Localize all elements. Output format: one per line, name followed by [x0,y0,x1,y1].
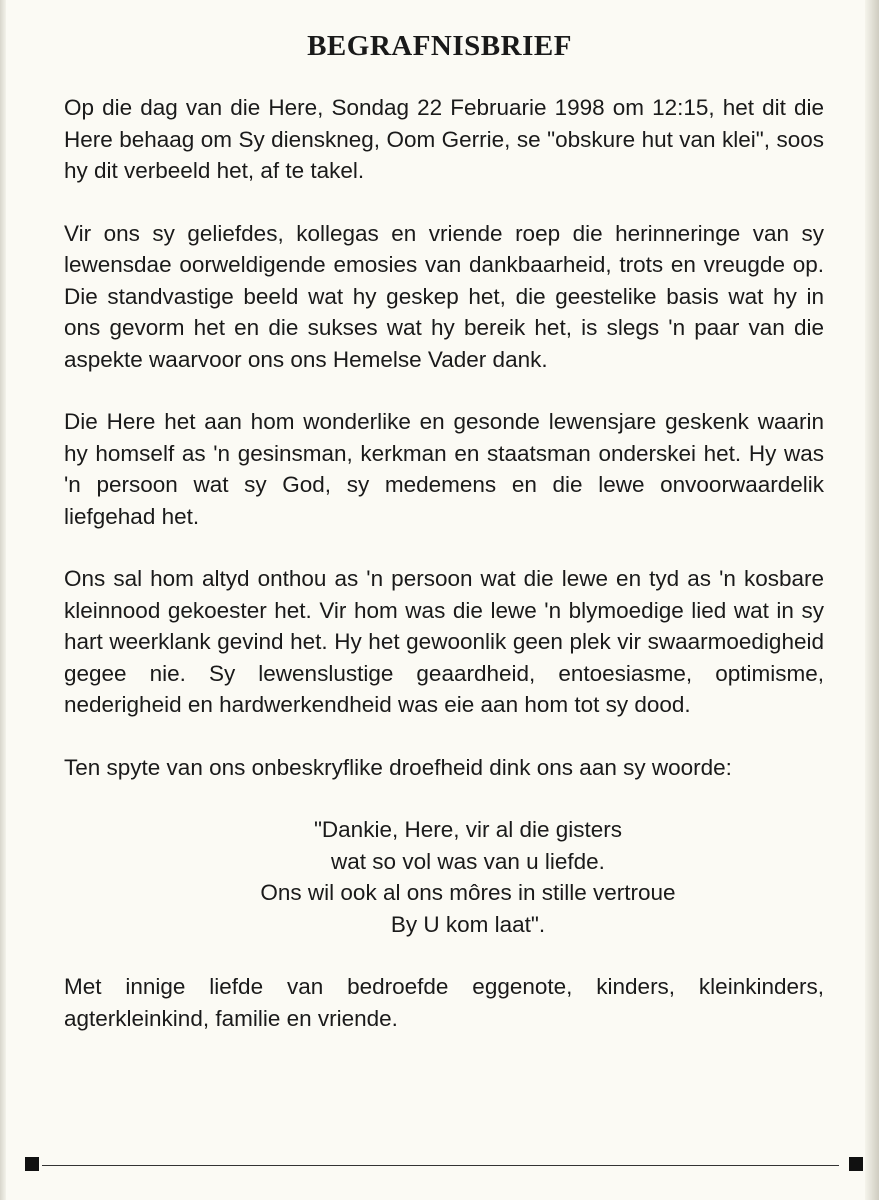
quote-line: "Dankie, Here, vir al die gisters [313,817,623,842]
corner-marker-right [849,1157,863,1171]
quote-line: wat so vol was van u liefde. [331,848,605,874]
corner-marker-left [25,1157,39,1171]
paragraph-2: Vir ons sy geliefdes, kollegas en vriende roep die herinneringe van sy lewensdae oorweldigende emosies van dankbaarheid, trots en vreugde op. Die standvastige beeld wat hy geskep het, die geestelike basis wat hy in ons gevorm het en die sukses wat hy bereik het, is slegs 'n paar van die aspekte waarvoor ons ons Hemelse Vader dank. [64,220,824,372]
closing-paragraph: Met innige liefde van bedroefde eggenote, kinders, kleinkinders, agterkleinkind, familie en vriende. [64,974,824,1031]
paragraph-5: Ten spyte van ons onbeskryflike droefheid dink ons aan sy woorde: [64,754,732,780]
letter-body [64,92,824,1065]
quote-block [64,814,824,940]
page-edge-right [865,0,879,1200]
quote-line: By U kom laat". [390,911,546,937]
page-title: BEGRAFNISBRIEF [307,30,572,62]
page-edge-left [0,0,6,1200]
quote-line: Ons wil ook al ons môres in stille vertroue [260,880,676,905]
paragraph-1: Op die dag van die Here, Sondag 22 Februarie 1998 om 12:15, het dit die Here behaag om Sy dienskneg, Oom Gerrie, se "obskure hut van klei", soos hy dit verbeeld het, af te takel. [64,95,824,183]
bottom-rule [42,1165,839,1166]
paragraph-3: Die Here het aan hom wonderlike en gesonde lewensjare geskenk waarin hy homself as 'n gesinsman, kerkman en staatsman onderskei het. Hy was 'n persoon wat sy God, sy medemens en die lewe onvoorwaardelik liefgehad het. [64,409,824,529]
paragraph-4: Ons sal hom altyd onthou as 'n persoon wat die lewe en tyd as 'n kosbare kleinnood gekoester het. Vir hom was die lewe 'n blymoedige lied wat in sy hart weerklank gevind het. Hy het gewoonlik geen plek vir swaarmoedigheid gegee nie. Sy lewenslustige geaardheid, entoesiasme, optimisme, nederigheid en hardwerkendheid was eie aan hom tot sy dood. [64,566,824,717]
